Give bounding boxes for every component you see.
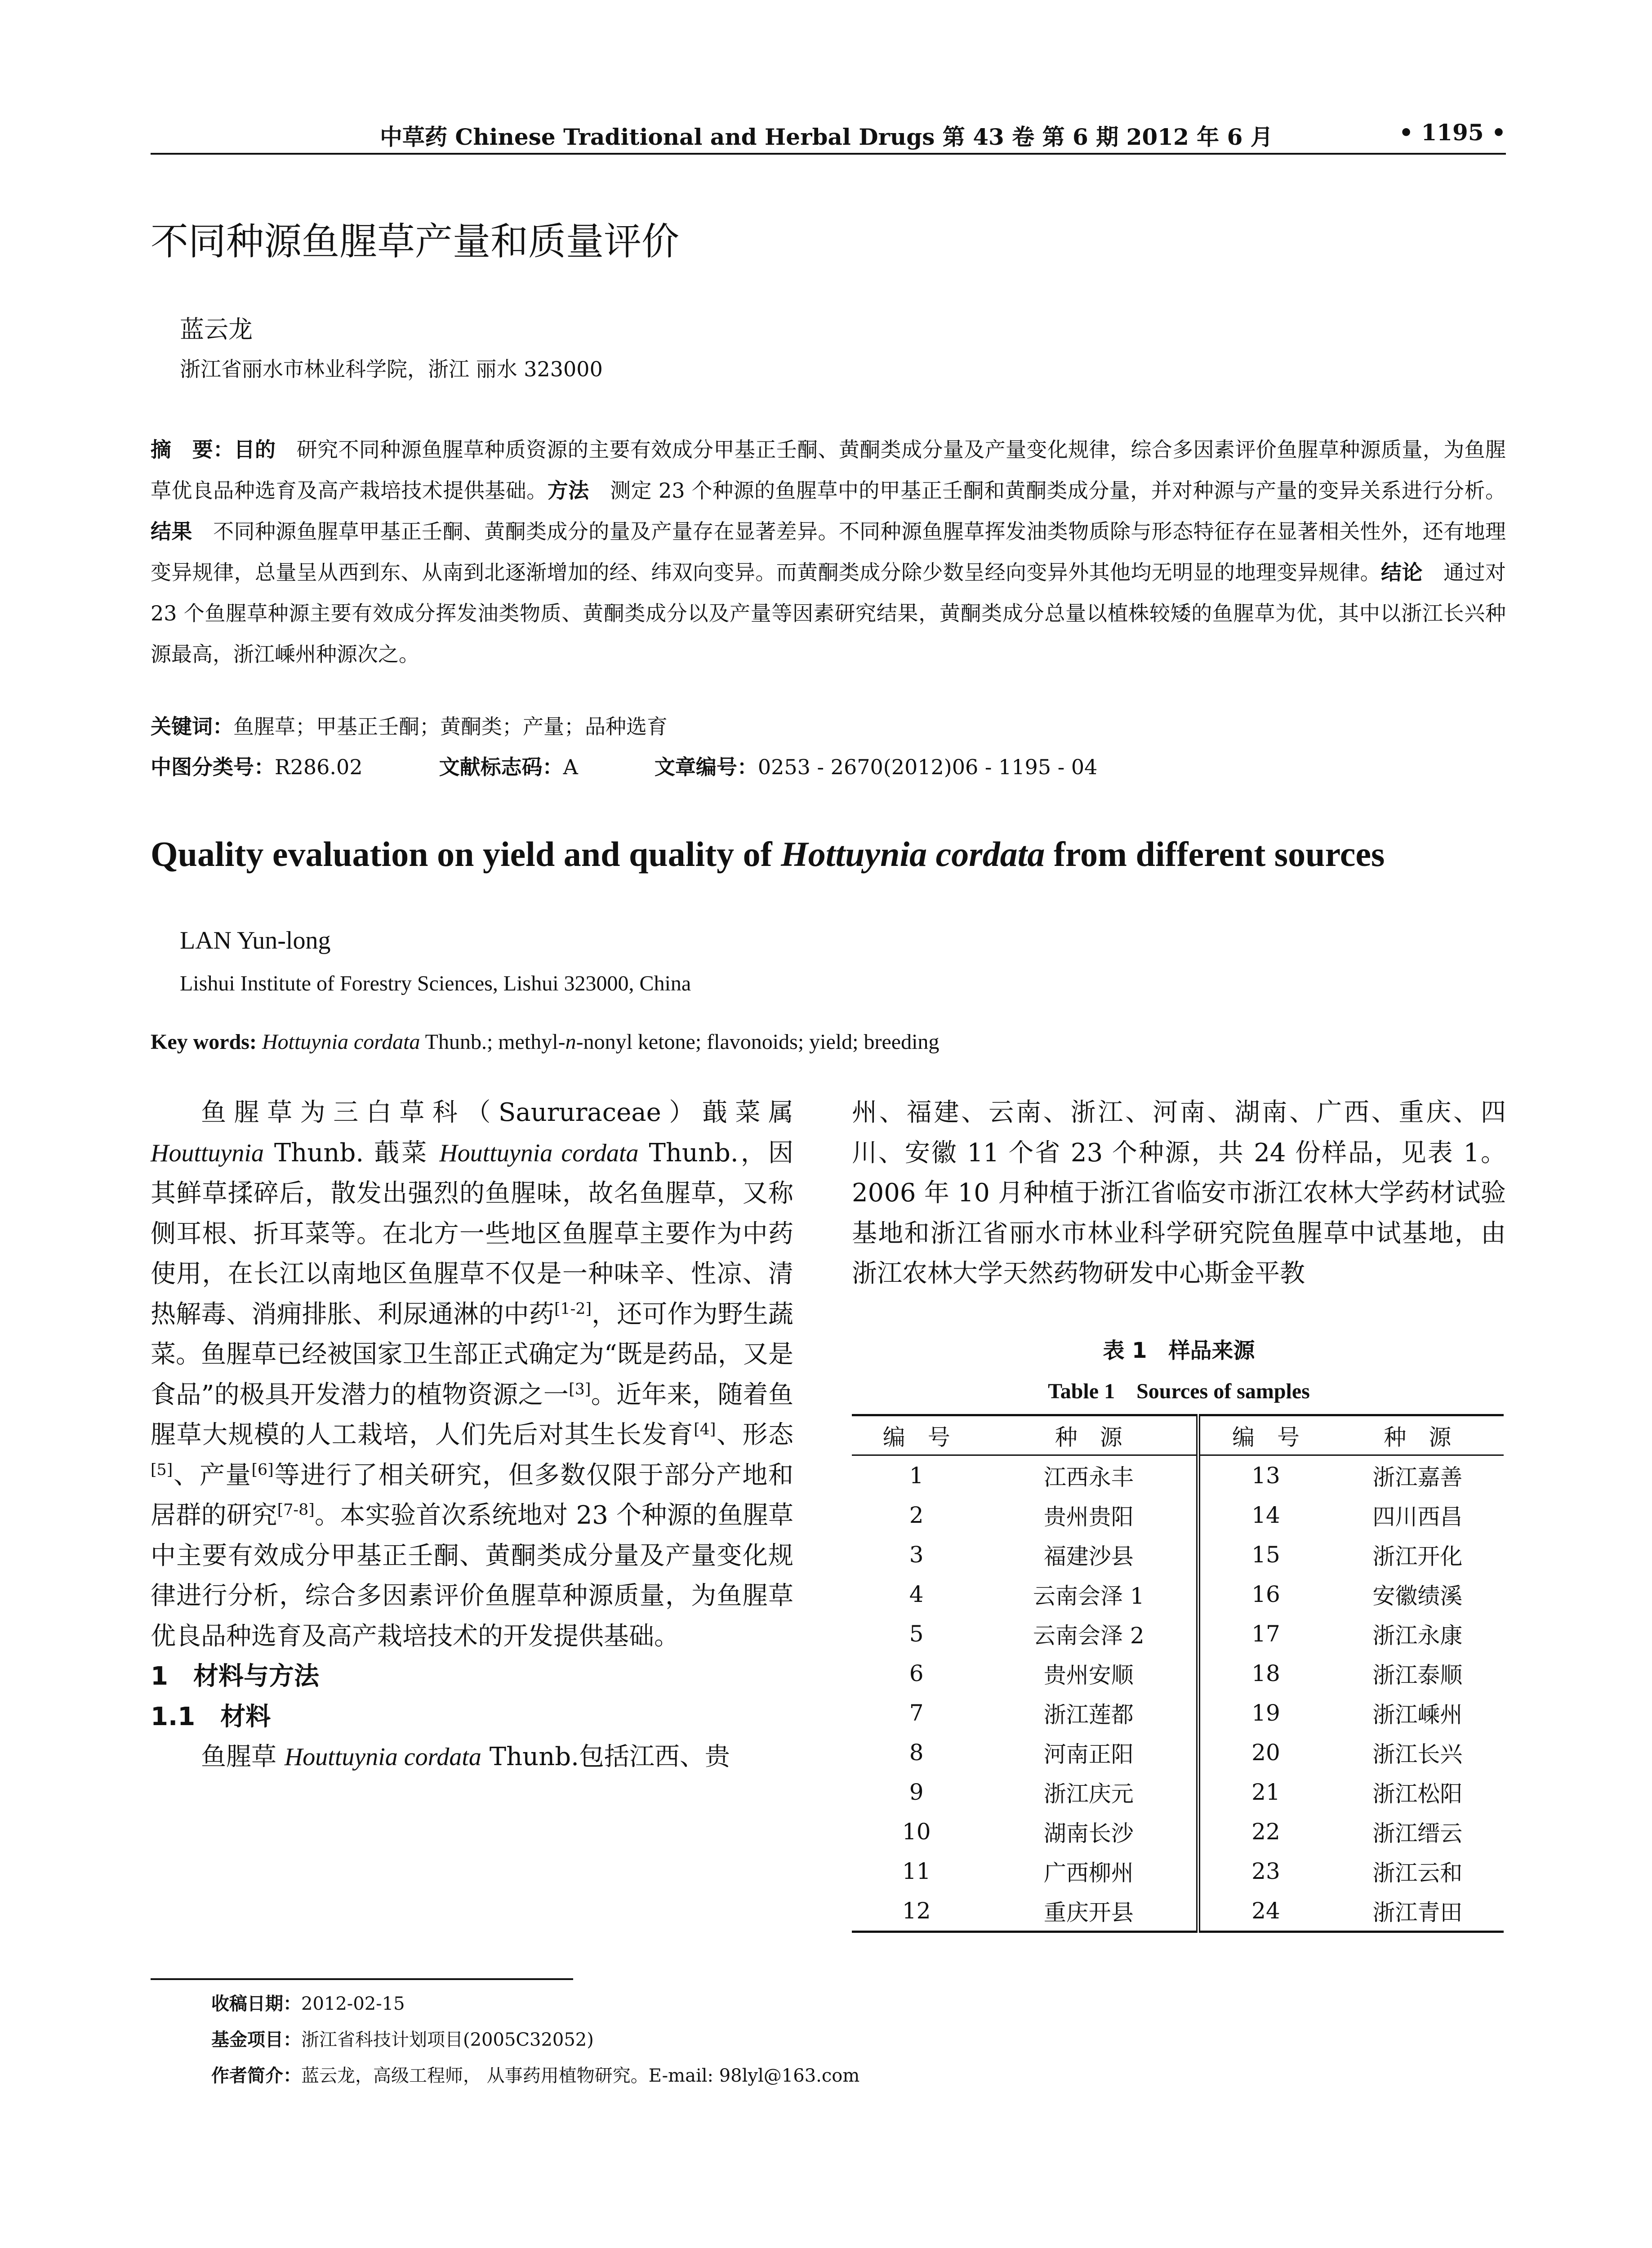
- table-row: [852, 1812, 1504, 1851]
- table-cell-source: 云南会泽 2: [981, 1614, 1198, 1654]
- table-cell-source: 福建沙县: [981, 1535, 1198, 1574]
- table-cell-source: 浙江莲都: [981, 1693, 1198, 1733]
- body-right-column: [852, 1093, 1506, 1294]
- table-cell-number: 12: [852, 1891, 981, 1932]
- table-cell-source: 浙江泰顺: [1372, 1662, 1463, 1688]
- page-number: • 1195 •: [1399, 119, 1506, 146]
- footnote-fund: [211, 2025, 594, 2051]
- col-number: 编 号: [852, 1415, 981, 1455]
- author-name-en: LAN Yun-long: [180, 927, 331, 955]
- doc-code-label: 文献标志码：: [439, 755, 563, 779]
- footnote-rule: [151, 1978, 573, 1980]
- article-title-en: [151, 834, 1385, 874]
- citation: [4]: [694, 1420, 716, 1439]
- intro-text: 鱼腥草为三白草科（Saururaceae）蕺菜属: [201, 1098, 793, 1127]
- table-cell-source: 浙江青田: [1331, 1891, 1504, 1932]
- table-row: [852, 1772, 1504, 1812]
- table-cell-source: 广西柳州: [981, 1851, 1198, 1891]
- intro-text: Thunb. 蕺菜: [263, 1138, 440, 1168]
- intro-text: 等进行了相关研究，但多数仅限于部分产地和居群的研究: [151, 1460, 794, 1530]
- keywords-value: 鱼腥草；甲基正壬酮；黄酮类；产量；品种选育: [233, 714, 668, 739]
- table-cell-number: 18: [1251, 1660, 1280, 1686]
- materials-paragraph: [151, 1737, 793, 1778]
- table-row: [852, 1851, 1504, 1891]
- table-cell-number: 9: [909, 1779, 924, 1805]
- table-caption-cn: 表 1 样品来源: [1103, 1338, 1255, 1363]
- table-row: [852, 1733, 1504, 1772]
- table-row: [852, 1535, 1504, 1574]
- abstract-cn: [151, 429, 1506, 675]
- footnote-label: 收稿日期：: [211, 1994, 301, 2014]
- species-name: Houttuynia cordata: [439, 1139, 639, 1167]
- affiliation-en: Lishui Institute of Forestry Sciences, Lishui 323000, China: [180, 972, 691, 995]
- table-row: [852, 1574, 1504, 1614]
- header-rule: [151, 153, 1506, 155]
- table-cell-number: 24: [1198, 1891, 1331, 1932]
- result-text: 不同种源鱼腥草甲基正壬酮、黄酮类成分的量及产量存在显著差异。不同种源鱼腥草挥发油类物质除与形态特征存在显著相关性外，还有地理变异规律，总量呈从西到东、从南到北逐渐增加的经、纬双向变异。而黄酮类成分除少数呈经向变异外其他均无明显的地理变异规律。: [151, 519, 1506, 584]
- table-cell-source: 贵州贵阳: [981, 1495, 1198, 1535]
- table-cell-number: 15: [1251, 1542, 1280, 1568]
- result-label: 结果: [151, 519, 192, 544]
- table-cell-number: 19: [1251, 1700, 1280, 1726]
- method-text: 测定 23 个种源的鱼腥草中的甲基正壬酮和黄酮类成分量，并对种源与产量的变异关系进行分析。: [589, 478, 1506, 503]
- genus-name: Houttuynia: [151, 1139, 264, 1167]
- table-cell-number: 7: [909, 1700, 924, 1726]
- footnote-value: 蓝云龙，高级工程师， 从事药用植物研究。E-mail: 98lyl@163.com: [301, 2065, 860, 2086]
- article-number-label: 文章编号：: [654, 755, 758, 779]
- intro-paragraph: [151, 1093, 793, 1656]
- table-cell-number: 10: [902, 1819, 931, 1845]
- table-cell-number: 2: [909, 1502, 924, 1528]
- footnote-value: 浙江省科技计划项目(2005C32052): [301, 2029, 594, 2050]
- materials-text: Thunb.包括江西、贵: [481, 1742, 730, 1771]
- table-cell-number: 11: [902, 1858, 931, 1884]
- keywords-label: 关键词：: [151, 714, 233, 739]
- keywords-en-species: Hottuynia cordata: [262, 1030, 420, 1054]
- table-cell-number: 4: [909, 1581, 924, 1607]
- keywords-en-text-end: -nonyl ketone; flavonoids; yield; breeding: [576, 1030, 940, 1054]
- clc-value: R286.02: [275, 755, 363, 779]
- abstract-label: 摘 要：: [151, 437, 234, 462]
- table-row: [852, 1495, 1504, 1535]
- intro-text: 、产量: [173, 1460, 252, 1490]
- aim-text: 研究不同种源鱼腥草种质资源的主要有效成分甲基正壬酮、黄酮类成分量及产量变化规律，综合多因素评价鱼腥草种源质量，为鱼腥草优良品种选育及高产栽培技术提供基础。: [151, 437, 1506, 503]
- table-caption-en: Table 1 Sources of samples: [1048, 1379, 1310, 1403]
- materials-continued: 州、福建、云南、浙江、河南、湖南、广西、重庆、四川、安徽 11 个省 23 个种源，共 24 份样品，见表 1。2006 年 10 月种植于浙江省临安市浙江农林大学药材试验基地和浙江省丽水市林业科学研究院鱼腥草中试基地，由浙江农林大学天然药物研发中心斯金平教: [852, 1098, 1506, 1288]
- conclusion-text: 通过对 23 个鱼腥草种源主要有效成分挥发油类物质、黄酮类成分以及产量等因素研究结果，黄酮类成分总量以植株较矮的鱼腥草为优，其中以浙江长兴种源最高，浙江嵊州种源次之。: [151, 560, 1506, 666]
- article-title-cn: 不同种源鱼腥草产量和质量评价: [151, 219, 680, 263]
- table-cell-number: 23: [1251, 1858, 1280, 1884]
- method-label: 方法: [547, 478, 589, 503]
- author-name-cn: 蓝云龙: [180, 315, 253, 343]
- samples-table: [852, 1414, 1504, 1933]
- intro-text: ，还可作为野生蔬菜。鱼腥草已经被国家卫生部正式确定为“既是药品，又是食品”的极具开发潜力的植物资源之一: [151, 1299, 793, 1409]
- table-cell-source: 浙江永康: [1372, 1623, 1463, 1649]
- intro-text: 、形态: [716, 1420, 794, 1450]
- table-cell-source: 四川西昌: [1372, 1504, 1463, 1530]
- table-cell-number: 20: [1251, 1740, 1280, 1766]
- doc-code-value: A: [563, 755, 578, 779]
- table-cell-number: 17: [1251, 1621, 1280, 1647]
- citation: [3]: [569, 1380, 591, 1398]
- citation: [5]: [151, 1460, 173, 1479]
- body-left-column: [151, 1093, 793, 1778]
- affiliation-cn: 浙江省丽水市林业科学院，浙江 丽水 323000: [180, 357, 603, 381]
- table-cell-number: 3: [909, 1542, 924, 1568]
- classification-line: [151, 751, 1097, 781]
- keywords-en-n: n: [565, 1030, 576, 1054]
- table-cell-number: 13: [1251, 1463, 1280, 1489]
- col-source: 种 源: [1331, 1415, 1504, 1455]
- table-cell-source: 浙江嵊州: [1372, 1702, 1463, 1728]
- table-cell-number: 6: [909, 1660, 924, 1686]
- table-cell-source: 浙江开化: [1372, 1543, 1463, 1570]
- materials-text: 鱼腥草: [201, 1742, 285, 1771]
- footnote-label: 作者简介：: [211, 2065, 301, 2086]
- running-header: [151, 119, 1506, 155]
- table-cell-number: 14: [1251, 1502, 1280, 1528]
- title-en-text-end: from different sources: [1045, 834, 1385, 874]
- table-row: [852, 1693, 1504, 1733]
- table-cell-source: 浙江庆元: [981, 1772, 1198, 1812]
- table-cell-source: 浙江嘉善: [1372, 1464, 1463, 1490]
- table-row: [852, 1891, 1504, 1932]
- aim-label: 目的: [234, 437, 276, 462]
- section-heading-1-1: 1.1 材料: [151, 1702, 271, 1731]
- table-cell-source: 河南正阳: [981, 1733, 1198, 1772]
- table-cell-source: 云南会泽 1: [981, 1574, 1198, 1614]
- col-source: 种 源: [981, 1415, 1198, 1455]
- citation: [6]: [251, 1460, 274, 1479]
- footnote-received: [211, 1989, 405, 2015]
- title-en-text: Quality evaluation on yield and quality of: [151, 834, 781, 874]
- table-cell-source: 安徽绩溪: [1372, 1583, 1463, 1609]
- table-cell-source: 浙江云和: [1372, 1860, 1463, 1886]
- table-cell-number: 1: [909, 1463, 924, 1489]
- citation: [1-2]: [554, 1299, 592, 1318]
- table-row: [852, 1654, 1504, 1693]
- table-cell-source: 浙江缙云: [1372, 1820, 1463, 1847]
- species-name: Houttuynia cordata: [284, 1743, 481, 1771]
- article-number-value: 0253 - 2670(2012)06 - 1195 - 04: [757, 755, 1098, 779]
- footnote-value: 2012-02-15: [301, 1994, 405, 2014]
- keywords-en: [151, 1030, 939, 1054]
- table-cell-source: 浙江长兴: [1372, 1741, 1463, 1767]
- table-cell-number: 5: [909, 1621, 924, 1647]
- table-row: [852, 1614, 1504, 1654]
- journal-name: 中草药 Chinese Traditional and Herbal Drugs 第 43 卷 第 6 期 2012 年 6 月: [380, 124, 1273, 150]
- intro-text: Thunb.，因其鲜草揉碎后，散发出强烈的鱼腥味，故名鱼腥草，又称侧耳根、折耳菜等。在北方一些地区鱼腥草主要作为中药使用，在长江以南地区鱼腥草不仅是一种味辛、性凉、清热解毒、消痈排胀、利尿通淋的中药: [151, 1138, 793, 1329]
- table-header-row: [852, 1415, 1504, 1455]
- clc-label: 中图分类号：: [151, 755, 275, 779]
- footnote-label: 基金项目：: [211, 2029, 301, 2050]
- table-cell-number: 16: [1251, 1581, 1280, 1607]
- citation: [7-8]: [277, 1501, 315, 1519]
- col-number: 编 号: [1198, 1415, 1331, 1455]
- keywords-cn: [151, 710, 668, 740]
- intro-text: 。近年来，随着鱼腥草大规模的人工栽培，人们先后对其生长发育: [151, 1380, 793, 1450]
- table-cell-source: 江西永丰: [981, 1455, 1198, 1496]
- title-en-species: Hottuynia cordata: [781, 834, 1045, 874]
- table-cell-source: 重庆开县: [981, 1891, 1198, 1932]
- table-cell-number: 21: [1251, 1779, 1280, 1805]
- table-cell-source: 浙江松阳: [1372, 1781, 1463, 1807]
- intro-text: 。本实验首次系统地对 23 个种源的鱼腥草中主要有效成分甲基正壬酮、黄酮类成分量及产量变化规律进行分析，综合多因素评价鱼腥草种源质量，为鱼腥草优良品种选育及高产栽培技术的开发提供基础。: [151, 1501, 794, 1651]
- conclusion-label: 结论: [1381, 560, 1423, 584]
- table-cell-source: 贵州安顺: [981, 1654, 1198, 1693]
- table-row: [852, 1455, 1504, 1496]
- table-cell-number: 22: [1251, 1819, 1280, 1845]
- footnote-author: [211, 2061, 859, 2087]
- table-cell-number: 8: [909, 1740, 924, 1766]
- keywords-en-label: Key words:: [151, 1030, 262, 1054]
- section-heading-1: 1 材料与方法: [151, 1662, 319, 1691]
- keywords-en-text: Thunb.; methyl-: [420, 1030, 566, 1054]
- table-cell-source: 湖南长沙: [981, 1812, 1198, 1851]
